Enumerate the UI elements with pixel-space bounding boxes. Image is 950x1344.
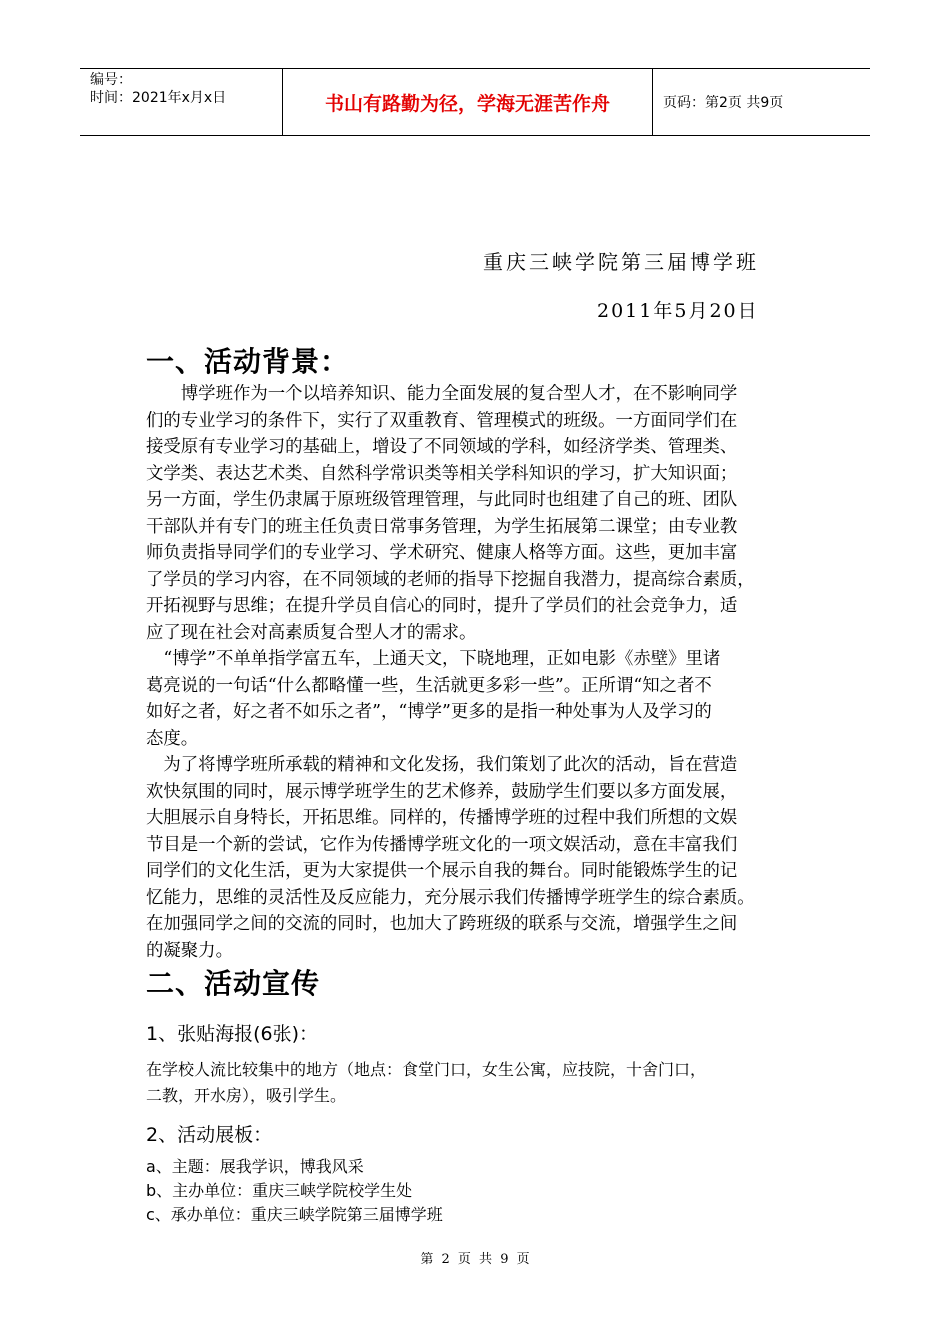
organizer-name: 重庆三峡学院第三届博学班 [483, 250, 759, 274]
paragraph-line: 忆能力，思维的灵活性及反应能力，充分展示我们传播博学班学生的综合素质。 [146, 887, 755, 908]
paragraph-line: 接受原有专业学习的基础上，增设了不同领域的学科，如经济学类、管理类、 [146, 437, 738, 457]
header-motto: 书山有路勤为径，学海无涯苦作舟 [283, 69, 653, 135]
paragraph-line: 葛亮说的一句话“什么都略懂一些，生活就更多彩一些”。正所谓“知之者不 [146, 675, 712, 696]
paragraph-line: 文学类、表达艺术类、自然科学常识类等相关学科知识的学习，扩大知识面； [146, 463, 738, 484]
paragraph-line: 二教，开水房），吸引学生。 [146, 1086, 347, 1105]
page-footer: 第 2 页 共 9 页 [420, 1252, 530, 1267]
paragraph-line: 干部队并有专门的班主任负责日常事务管理，为学生拓展第二课堂；由专业教 [146, 516, 738, 537]
paragraph-line: 应了现在社会对高素质复合型人才的需求。 [146, 622, 477, 643]
paragraph-line: 师负责指导同学们的专业学习、学术研究、健康人格等方面。这些，更加丰富 [146, 543, 738, 563]
number-label: 编号： [90, 72, 132, 88]
paragraph-line: 大胆展示自身特长，开拓思维。同样的，传播博学班的过程中我们所想的文娱 [146, 808, 738, 828]
section-title-publicity: 二、活动宣传 [146, 967, 321, 1000]
paragraph-line: 态度。 [146, 728, 199, 749]
item-board-body [146, 1155, 443, 1227]
paragraph-line: 开拓视野与思维；在提升学员自信心的同时，提升了学员们的社会竞争力，适 [146, 596, 738, 616]
paragraph-line: 们的专业学习的条件下，实行了双重教育、管理模式的班级。一方面同学们在 [146, 410, 738, 431]
header-left-cell [80, 69, 283, 135]
time-label: 时间：2021年x月x日 [90, 90, 227, 106]
paragraph-line: 了学员的学习内容，在不同领域的老师的指导下挖掘自我潜力，提高综合素质， [146, 569, 755, 590]
paragraph-line: 博学班作为一个以培养知识、能力全面发展的复合型人才，在不影响同学 [146, 384, 738, 404]
header-table [80, 68, 870, 136]
paragraph-line: 在学校人流比较集中的地方（地点：食堂门口，女生公寓，应技院，十舍门口， [146, 1060, 707, 1079]
paragraph-line: 如好之者，好之者不如乐之者”，“博学”更多的是指一种处事为人及学习的 [146, 702, 712, 722]
section-title-background: 一、活动背景： [146, 345, 350, 378]
section-background-body [146, 381, 826, 964]
header-page-info: 页码：第2页 共9页 [663, 95, 784, 111]
paragraph-line: 为了将博学班所承载的精神和文化发扬，我们策划了此次的活动，旨在营造 [146, 755, 738, 775]
paragraph-line: 同学们的文化生活，更为大家提供一个展示自我的舞台。同时能锻炼学生的记 [146, 861, 738, 881]
item-poster-title: 1、张贴海报(6张)： [146, 1023, 319, 1045]
paragraph-line: “博学”不单单指学富五车，上通天文，下晓地理，正如电影《赤壁》里诸 [146, 649, 721, 669]
board-line-host: b、主办单位：重庆三峡学院校学生处 [146, 1181, 413, 1200]
paragraph-line: 欢快氛围的同时，展示博学班学生的艺术修养，鼓励学生们要以多方面发展， [146, 781, 738, 802]
paragraph-line: 节目是一个新的尝试，它作为传播博学班文化的一项文娱活动，意在丰富我们 [146, 834, 738, 855]
item-board-title: 2、活动展板： [146, 1124, 273, 1146]
paragraph-line: 的凝聚力。 [146, 940, 233, 961]
paragraph-line: 另一方面，学生仍隶属于原班级管理管理，与此同时也组建了自己的班、团队 [146, 490, 738, 510]
paragraph-line: 在加强同学之间的交流的同时，也加大了跨班级的联系与交流，增强学生之间 [146, 914, 738, 934]
document-date: 2011年5月20日 [597, 300, 759, 322]
item-poster-body [146, 1057, 706, 1109]
board-line-organizer: c、承办单位：重庆三峡学院第三届博学班 [146, 1205, 443, 1224]
board-line-theme: a、主题：展我学识，博我风采 [146, 1157, 364, 1176]
